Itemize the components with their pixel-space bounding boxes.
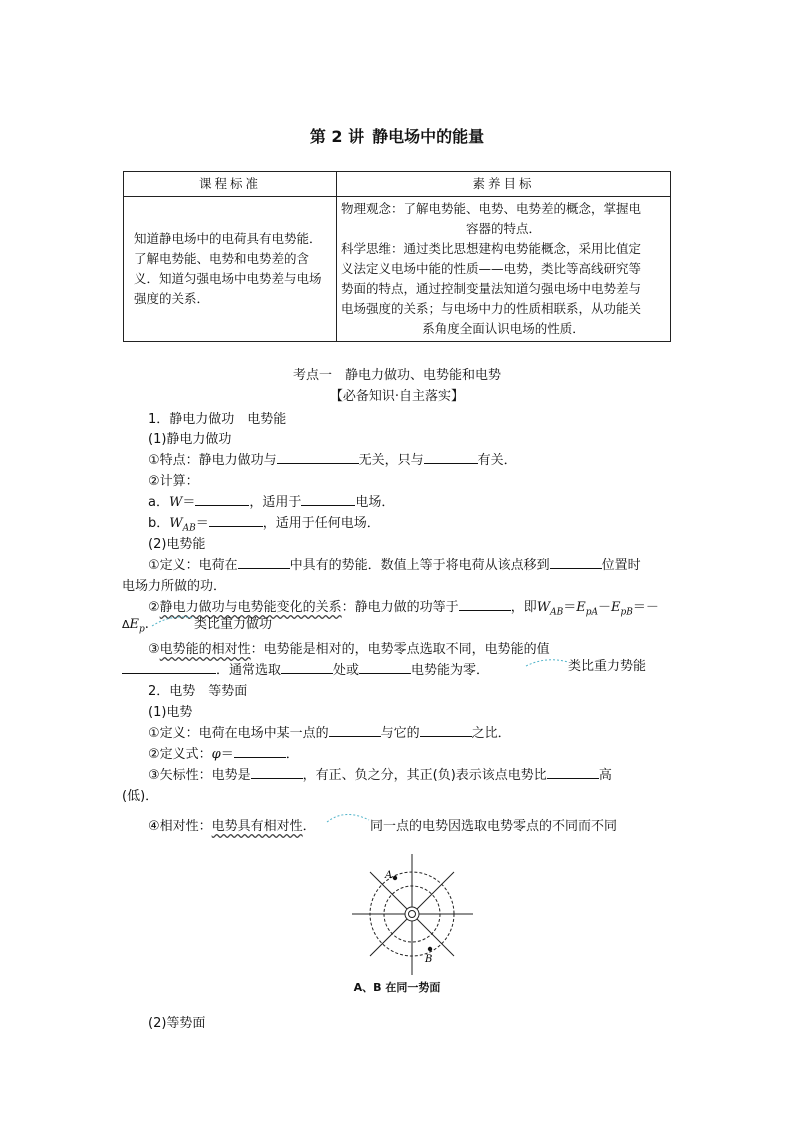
line-relation-cont: $\Delta E_p$. [122, 617, 149, 635]
line-feature: ①特点：静电力做功与 无关，只与 有关． [148, 449, 517, 468]
blank-field[interactable] [277, 450, 359, 464]
section-title: 考点一 静电力做功、电势能和电势 [292, 368, 501, 383]
blank-field[interactable] [329, 723, 381, 737]
margin-note-relative: 同一点的电势因选取电势零点的不同而不同 [370, 819, 618, 834]
line-relativity: ③电势能的相对性：电势能是相对的，电势零点选取不同，电势能的值 [148, 642, 550, 657]
table-header-goals: 素养目标 [337, 172, 671, 197]
line-scalar: ③矢标性：电势是 ，有正、负之分，其正(负)表示该点电势比 高 [148, 764, 612, 783]
line-calc-a: a．W＝ ，适用于 电场． [148, 491, 394, 510]
line-calc-b: b．$W_{AB}=$ ，适用于任何电场． [148, 512, 380, 534]
line-relativity-cont: ．通常选取 处或 电势能为零． [122, 659, 489, 678]
blank-field[interactable] [459, 597, 511, 611]
annotation-curve [524, 654, 570, 672]
figure-caption: A、B 在同一势面 [353, 981, 441, 994]
blank-field[interactable] [195, 492, 249, 506]
literacy-goals-text: 物理观念：了解电势能、电势、电势差的概念，掌握电 容器的特点． 科学思维：通过类比思想建构电势能概念，采用比值定 义法定义电场中能的性质——电势，类比等高线研究等 势面的特点，通过控制变量法知道匀强电场中电势差与 电场强度的关系；与电场中力的性质相联系，从功能关 系角度全面认识电场的性质． [337, 197, 671, 342]
margin-note-gravity: 类比重力势能 [568, 659, 647, 674]
heading-1-1: (1)静电力做功 [148, 432, 232, 447]
blank-field[interactable] [251, 765, 303, 779]
line-potential-def: ①定义：电荷在电场中某一点的 与它的 之比． [148, 722, 511, 741]
margin-note-work: 类比重力做功 [194, 617, 273, 632]
blank-field[interactable] [238, 555, 290, 569]
heading-1-2: (2)电势能 [148, 537, 206, 552]
blank-field[interactable] [547, 765, 599, 779]
table-header-standards: 课程标准 [124, 172, 337, 197]
point-a-label: A [385, 870, 393, 881]
heading-1: 1．静电力做功 电势能 [148, 412, 287, 427]
heading-2-2: (2)等势面 [148, 1016, 206, 1031]
line-relation: ②静电力做功与电势能变化的关系：静电力做的功等于 ，即$W_{AB}=E_{pA}-E_{pB}=-$ [148, 596, 659, 618]
course-standard-text: 知道静电场中的电荷具有电势能．了解电势能、电势和电势差的含义．知道匀强电场中电势差与电场强度的关系． [124, 197, 337, 342]
blank-field[interactable] [359, 660, 411, 674]
standards-table [123, 171, 671, 342]
blank-field[interactable] [301, 492, 355, 506]
point-b-label: B [425, 954, 433, 965]
line-definition: ①定义：电荷在 中具有的势能．数值上等于将电荷从该点移到 位置时 [148, 554, 641, 573]
equipotential-diagram [350, 852, 475, 977]
blank-field[interactable] [122, 660, 216, 674]
blank-field[interactable] [234, 744, 286, 758]
annotation-curve [150, 610, 196, 630]
blank-field[interactable] [550, 555, 602, 569]
blank-field[interactable] [420, 723, 472, 737]
line-potential-formula: ②定义式：φ＝ ． [148, 743, 299, 762]
heading-2-1: (1)电势 [148, 705, 193, 720]
line-definition-cont: 电场力所做的功． [122, 579, 227, 594]
line-calc: ②计算： [148, 474, 199, 489]
blank-field[interactable] [424, 450, 478, 464]
blank-field[interactable] [209, 513, 263, 527]
heading-2: 2．电势 等势面 [148, 684, 248, 699]
line-relative: ④相对性：电势具有相对性． [148, 819, 316, 834]
annotation-curve [325, 806, 371, 826]
line-scalar-cont: (低)． [122, 789, 159, 804]
section-subtitle: 【必备知识·自主落实】 [329, 389, 465, 404]
blank-field[interactable] [281, 660, 333, 674]
page-title: 第 2 讲 静电场中的能量 [309, 127, 485, 146]
